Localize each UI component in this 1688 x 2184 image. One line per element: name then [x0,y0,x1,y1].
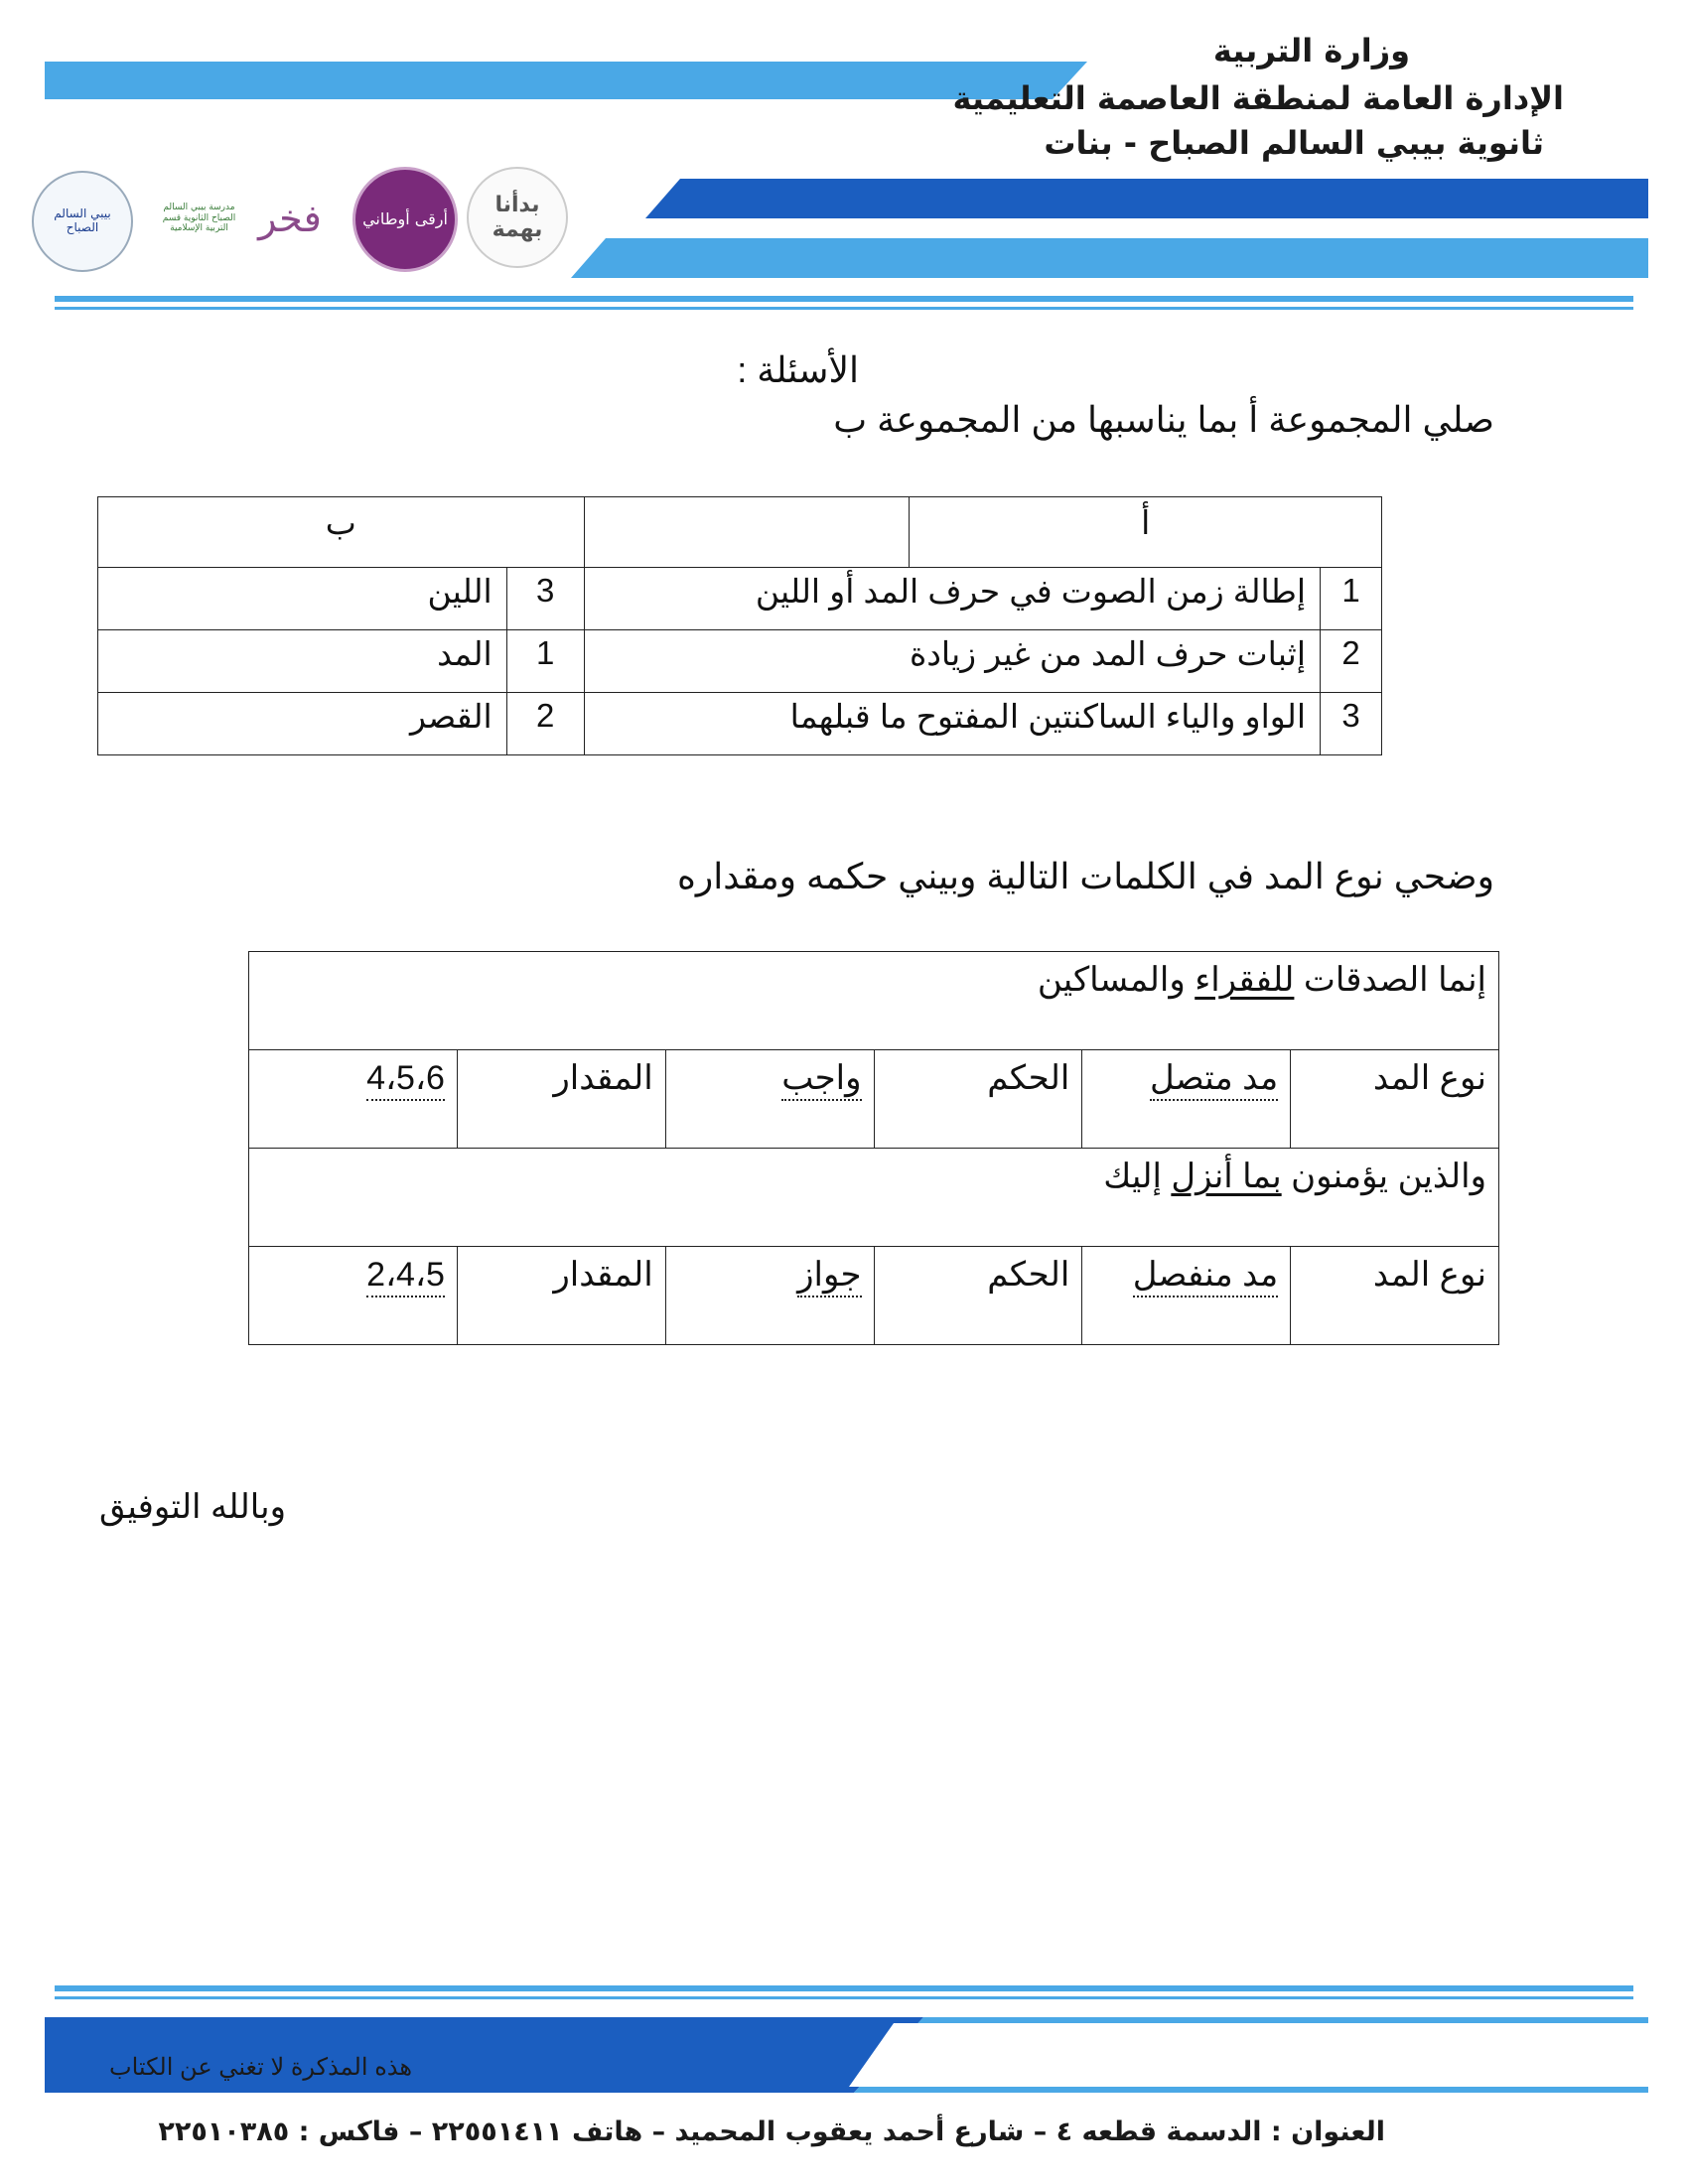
amount-value: 4،5،6 [249,1050,458,1149]
header-group-a: أ [910,497,1382,568]
school-name: ثانوية بيبي السالم الصباح - بنات [1044,124,1544,162]
verse-1: إنما الصدقات للفقراء والمساكين [249,952,1499,1050]
arabic-dept-logo-text: أرقى أوطاني [362,208,448,228]
text-b: اللين [98,568,507,630]
num-b: 2 [506,693,584,755]
header-empty [584,497,910,568]
table-row [98,693,1382,755]
text-b: المد [98,630,507,693]
school-logo [32,171,133,272]
ruling-value: جواز [665,1247,874,1345]
school-logo-text: بيبي السالم الصباح [54,206,111,234]
verse-2: والذين يؤمنون بما أنزل إليك [249,1149,1499,1247]
num-b: 3 [506,568,584,630]
question2-prompt: وضحي نوع المد في الكلمات التالية وبيني حكمه ومقداره [677,856,1494,896]
answer-row [249,1247,1499,1345]
verse-2-highlight: بما أنزل [1171,1158,1282,1195]
amount-value: 2،4،5 [249,1247,458,1345]
verse-1-highlight: للفقراء [1195,961,1295,999]
question1-prompt: صلي المجموعة أ بما يناسبها من المجموعة ب [833,399,1494,440]
table-header-row [98,497,1382,568]
table-row [98,630,1382,693]
num-a: 1 [1321,568,1382,630]
directorate-name: الإدارة العامة لمنطقة العاصمة التعليمية [952,79,1564,117]
bidayatuna-logo [467,167,568,268]
footer-note: هذه المذكرة لا تغني عن الكتاب [109,2054,413,2081]
footer-decoration [0,1976,1688,2115]
text-a: إطالة زمن الصوت في حرف المد أو اللين [584,568,1320,630]
ruling-value: واجب [665,1050,874,1149]
verse-row [249,952,1499,1050]
closing-text: وبالله التوفيق [99,1488,287,1526]
footer-address: العنوان : الدسمة قطعه ٤ – شارع أحمد يعقوب المحميد – هاتف ٢٢٥٥١٤١١ – فاكس : ٢٢٥١٠٣٨٥ [158,2116,1385,2147]
fakhr-logo-text: فخر [258,196,322,240]
type-label: نوع المد [1291,1050,1499,1149]
num-a: 2 [1321,630,1382,693]
amount-label: المقدار [457,1050,665,1149]
fakhr-logo [246,167,334,271]
text-a: الواو والياء الساكنتين المفتوح ما قبلهما [584,693,1320,755]
header-group-b: ب [98,497,585,568]
ruling-label: الحكم [874,1050,1082,1149]
type-label: نوع المد [1291,1247,1499,1345]
islamic-dept-logo-text: مدرسة بيبي السالم الصباح الثانوية قسم التربية الإسلامية [162,203,236,234]
text-b: القصر [98,693,507,755]
type-value: مد منفصل [1082,1247,1291,1345]
ruling-label: الحكم [874,1247,1082,1345]
section-title: الأسئلة : [737,349,859,390]
answer-row [249,1050,1499,1149]
table-row [98,568,1382,630]
bidayatuna-logo-text: بدأنا بهمة [492,192,543,242]
madd-table [248,951,1499,1345]
num-b: 1 [506,630,584,693]
amount-label: المقدار [457,1247,665,1345]
ministry-name: وزارة التربية [1212,32,1410,69]
type-value: مد متصل [1082,1050,1291,1149]
islamic-dept-logo [147,164,251,273]
verse-row [249,1149,1499,1247]
num-a: 3 [1321,693,1382,755]
text-a: إثبات حرف المد من غير زيادة [584,630,1320,693]
arabic-dept-logo [352,167,458,272]
matching-table [97,496,1382,755]
